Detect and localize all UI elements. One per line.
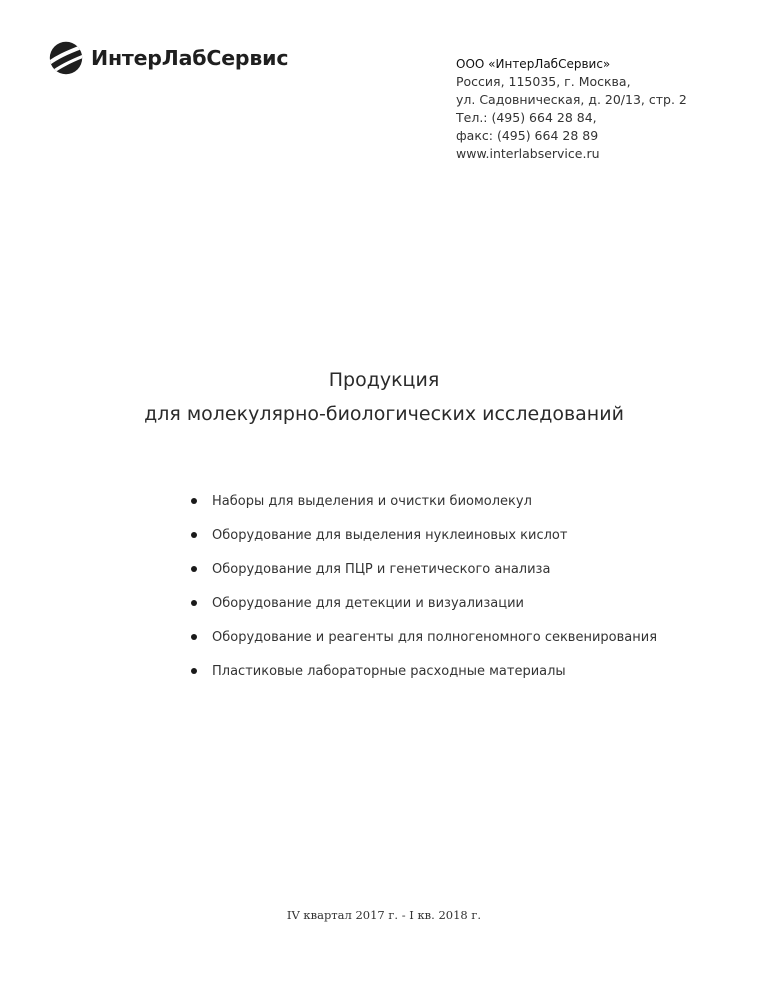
- bullet-icon: [191, 498, 197, 504]
- list-item: [184, 518, 657, 552]
- list-item: [184, 484, 657, 518]
- bullet-icon: [191, 600, 197, 606]
- company-name: ООО «ИнтерЛабСервис»: [456, 57, 611, 71]
- list-item: [184, 586, 657, 620]
- list-item: [184, 654, 657, 688]
- footer-period: IV квартал 2017 г. - I кв. 2018 г.: [286, 908, 482, 922]
- bullet-icon: [191, 634, 197, 640]
- fax-number: факс: (495) 664 28 89: [456, 128, 599, 143]
- bullet-icon: [191, 566, 197, 572]
- bullet-icon: [191, 532, 197, 538]
- document-title: [0, 365, 768, 428]
- list-item-label: Оборудование и реагенты для полногеномного секвенирования: [212, 629, 658, 645]
- bullet-icon: [191, 668, 197, 674]
- contact-block: [456, 55, 687, 163]
- logo-text: ИнтерЛабСервис: [91, 46, 289, 70]
- title-line-2: для молекулярно-биологических исследований: [144, 403, 624, 425]
- address-line-1: Россия, 115035, г. Москва,: [456, 74, 631, 89]
- list-item-label: Наборы для выделения и очистки биомолекул: [212, 493, 532, 509]
- list-item: [184, 552, 657, 586]
- title-line-1: Продукция: [328, 369, 440, 391]
- list-item-label: Пластиковые лабораторные расходные материалы: [212, 663, 566, 679]
- list-item-label: Оборудование для ПЦР и генетического анализа: [212, 561, 551, 577]
- list-item-label: Оборудование для детекции и визуализации: [212, 595, 524, 611]
- list-item-label: Оборудование для выделения нуклеиновых кислот: [212, 527, 568, 543]
- product-list: [184, 484, 657, 688]
- list-item: [184, 620, 657, 654]
- company-logo: [48, 38, 288, 78]
- logo-globe-icon: [48, 40, 84, 76]
- phone-number: Тел.: (495) 664 28 84,: [456, 110, 597, 125]
- address-line-2: ул. Садовническая, д. 20/13, стр. 2: [456, 92, 687, 107]
- website-link[interactable]: www.interlabservice.ru: [456, 146, 600, 161]
